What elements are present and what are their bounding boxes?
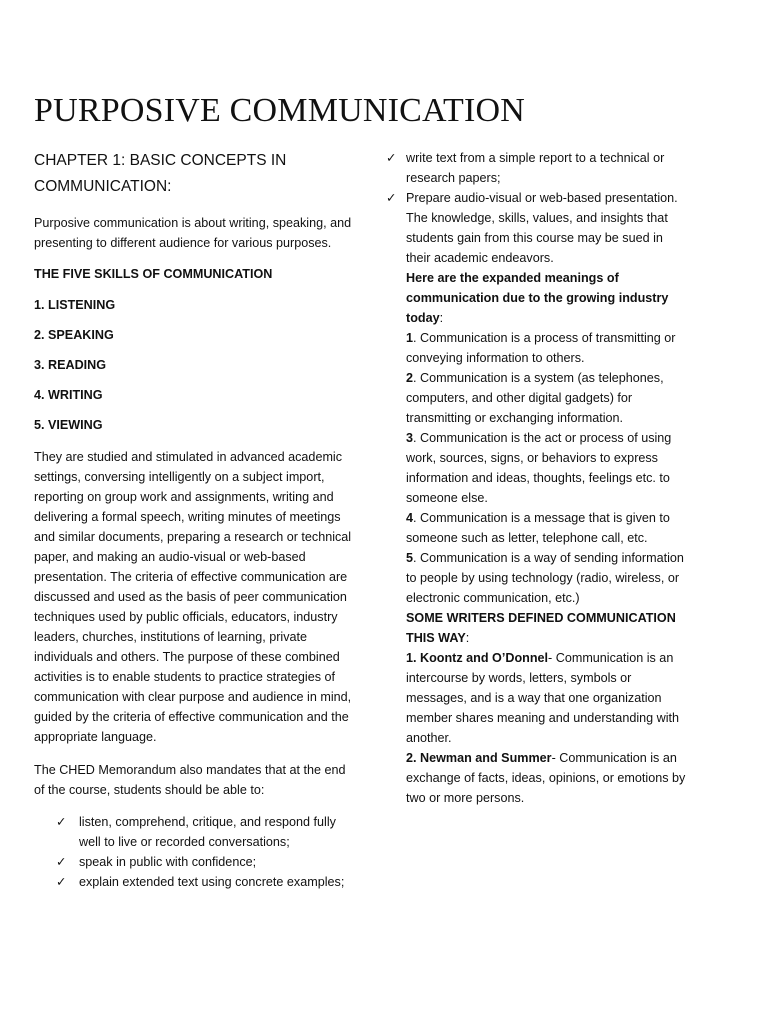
course-outcomes-list (56, 812, 356, 892)
list-item-text: Prepare audio-visual or web-based presentation. (406, 191, 678, 205)
list-item-text: explain extended text using concrete examples; (79, 875, 345, 889)
writers-heading-text: SOME WRITERS DEFINED COMMUNICATION THIS WAY (406, 611, 676, 645)
skill-item: 3. READING (34, 358, 107, 372)
checkmark-icon: ✓ (56, 855, 67, 869)
checkmark-icon: ✓ (386, 151, 397, 165)
skill-item: 4. WRITING (34, 388, 103, 402)
intro-paragraph: Purposive communication is about writing, speaking, and presenting to different audience for various purposes. (34, 216, 352, 250)
ched-paragraph: The CHED Memorandum also mandates that at the end of the course, students should be able to: (34, 763, 346, 797)
list-item-text: write text from a simple report to a technical or research papers; (406, 151, 665, 185)
knowledge-paragraph: The knowledge, skills, values, and insights that students gain from this course may be sued in their academic endeavors. (406, 211, 668, 265)
skill-item: 1. LISTENING (34, 298, 116, 312)
writer-name: 1. Koontz and O’Donnel (406, 651, 549, 665)
studied-paragraph: They are studied and stimulated in advanced academic settings, conversing intelligently on a subject import, reporting on group work and assignments, writing and delivering a formal speech, writing minutes of meetings and similar documents, preparing a research or technical paper, and making an audio-visual or web-based presentation. The criteria of effective communication are discussed and used as the basis of peer communication techniques used by public officials, educators, industry leaders, churches, institutions of learning, private individuals and others. The purpose of these combined activities is to enable students to practice strategies of communication with clear purpose and audience in mind, guided by the criteria of effective communication and the appropriate language. (34, 450, 352, 744)
left-column (34, 148, 356, 892)
meaning-text: . Communication is a way of sending information to people by using technology (radio, wireless, or electronic communication, etc.) (406, 551, 684, 605)
expanded-meanings-heading (406, 268, 686, 328)
writers-heading-colon: : (465, 631, 470, 645)
meaning-number: 5 (406, 551, 414, 565)
meaning-item (406, 368, 686, 428)
right-column-body (406, 208, 686, 808)
meaning-text: . Communication is a system (as telephones, computers, and other digital gadgets) for transmitting or exchanging information. (406, 371, 664, 425)
writer-definition (406, 748, 686, 808)
list-item-text: speak in public with confidence; (79, 855, 257, 869)
writer-text: - Communication is an exchange of facts, ideas, opinions, or emotions by two or more persons. (406, 751, 686, 805)
checkmark-icon: ✓ (56, 815, 67, 829)
chapter-heading: CHAPTER 1: BASIC CONCEPTS IN COMMUNICATION: (34, 152, 287, 195)
meaning-number: 4 (406, 511, 414, 525)
meaning-item (406, 548, 686, 608)
list-item (56, 872, 356, 892)
right-column (386, 148, 686, 808)
writers-heading (406, 608, 686, 648)
meaning-text: . Communication is the act or process of using work, sources, signs, or behaviors to express information and ideas, thoughts, feelings etc. to someone else. (406, 431, 672, 505)
page-title: PURPOSIVE COMMUNICATION (34, 92, 526, 129)
course-outcomes-list-continued (386, 148, 686, 208)
checkmark-icon: ✓ (386, 191, 397, 205)
skill-item: 2. SPEAKING (34, 328, 114, 342)
writer-name: 2. Newman and Summer (406, 751, 552, 765)
meaning-item (406, 328, 686, 368)
skills-heading: THE FIVE SKILLS OF COMMUNICATION (34, 267, 273, 281)
meaning-text: . Communication is a message that is given to someone such as letter, telephone call, etc. (406, 511, 670, 545)
meaning-text: . Communication is a process of transmitting or conveying information to others. (406, 331, 676, 365)
list-item (386, 188, 686, 208)
meaning-item (406, 428, 686, 508)
list-item (386, 148, 686, 188)
list-item (56, 852, 356, 872)
meaning-number: 2 (406, 371, 414, 385)
list-item-text: listen, comprehend, critique, and respond fully well to live or recorded conversations; (79, 815, 336, 849)
expanded-heading-colon: : (439, 311, 444, 325)
meaning-number: 1 (406, 331, 414, 345)
meaning-item (406, 508, 686, 548)
expanded-heading-text: Here are the expanded meanings of communication due to the growing industry today (406, 271, 669, 325)
skill-item: 5. VIEWING (34, 418, 103, 432)
writer-definition (406, 648, 686, 748)
checkmark-icon: ✓ (56, 875, 67, 889)
list-item (56, 812, 356, 852)
meaning-number: 3 (406, 431, 414, 445)
writer-text: - Communication is an intercourse by words, letters, symbols or messages, and is a way that one organization member shares meaning and understanding with another. (406, 651, 680, 745)
